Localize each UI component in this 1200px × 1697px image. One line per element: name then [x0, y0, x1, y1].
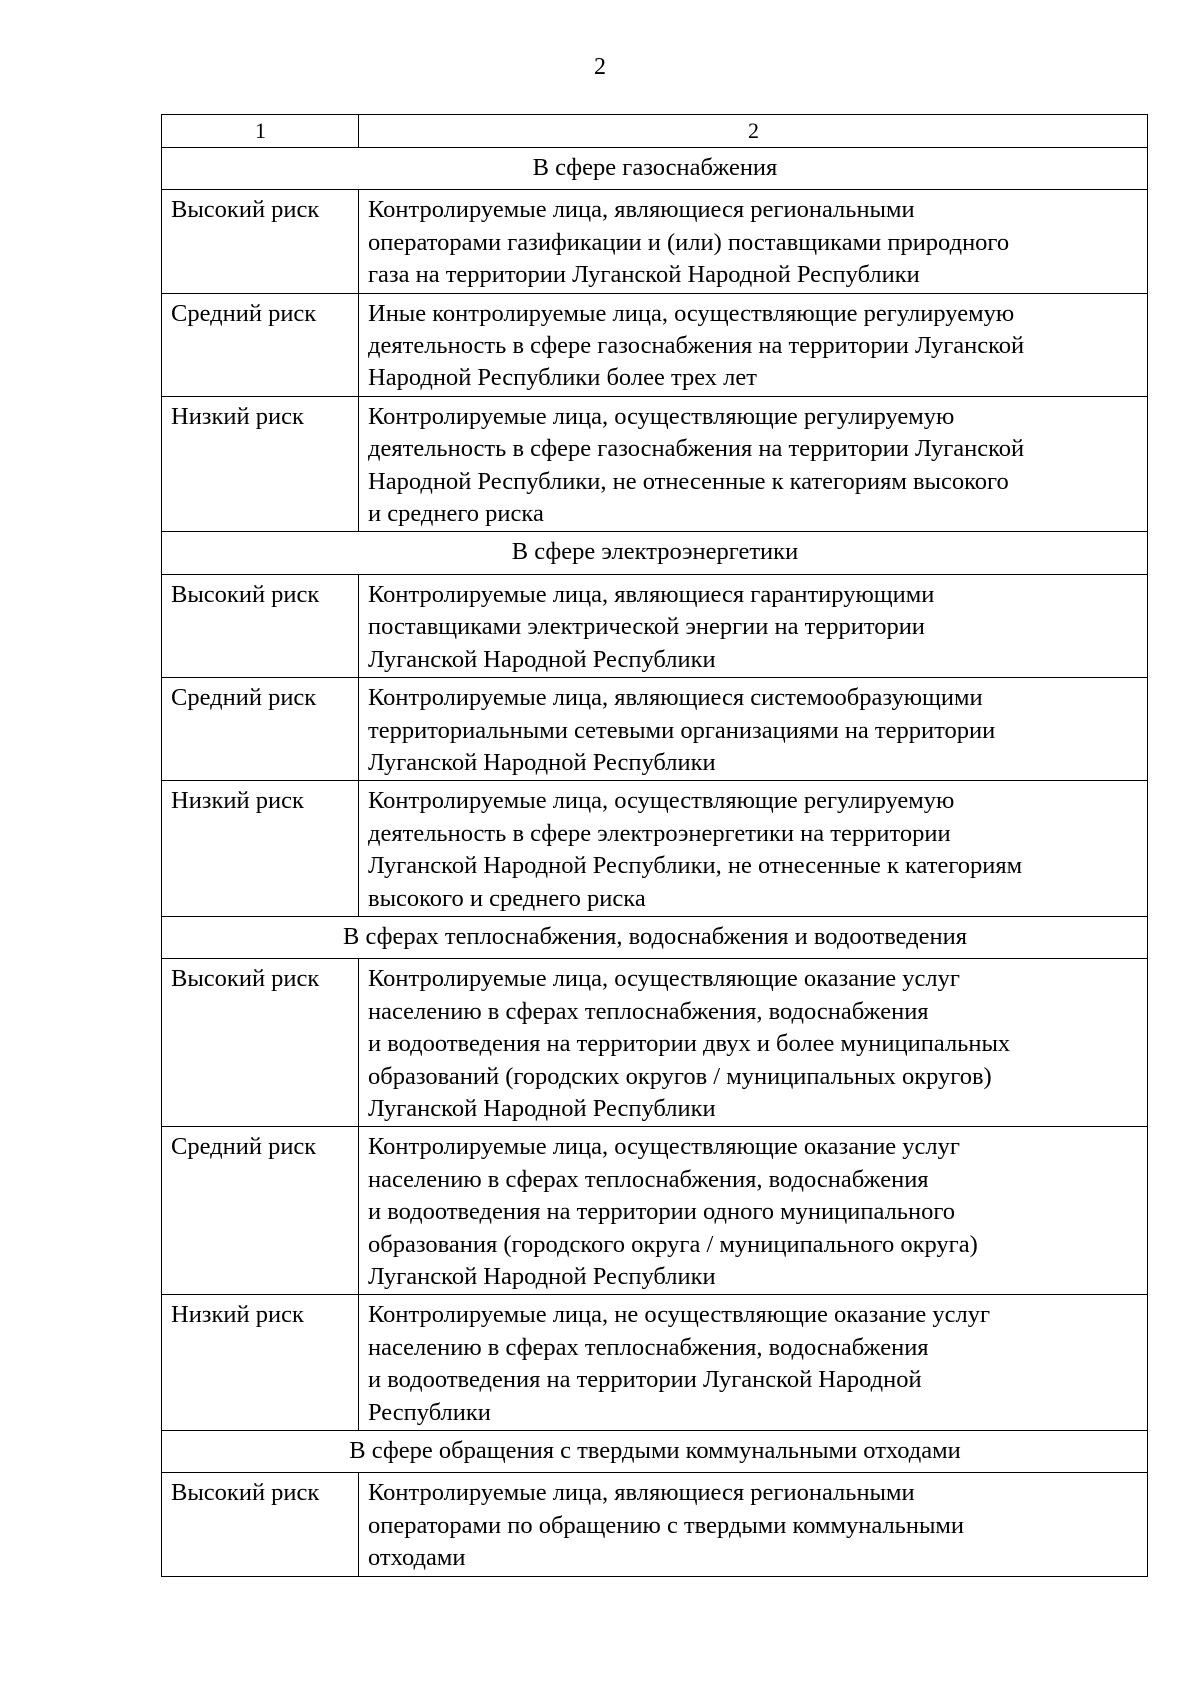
- description-line: Иные контролируемые лица, осуществляющие регулируемую: [368, 299, 1015, 327]
- risk-description-cell: [359, 396, 1148, 532]
- description-line: и водоотведения на территории одного муниципального: [368, 1198, 956, 1226]
- risk-row: [162, 678, 1148, 781]
- section-header-row: [162, 532, 1148, 574]
- risk-level-cell: Низкий риск: [162, 781, 359, 917]
- description-line: Народной Республики, не отнесенные к категориям высокого: [368, 467, 1009, 495]
- risk-description-cell: [359, 959, 1148, 1127]
- page-number: 2: [594, 54, 606, 80]
- risk-level-cell: Низкий риск: [162, 396, 359, 532]
- table-body: [162, 115, 1148, 1577]
- risk-level-cell: Высокий риск: [162, 190, 359, 293]
- risk-category-table: [161, 114, 1148, 1577]
- risk-row: [162, 574, 1148, 677]
- column-number-2: 2: [359, 115, 1148, 148]
- section-header-row: [162, 148, 1148, 190]
- risk-row: [162, 781, 1148, 917]
- description-line: Контролируемые лица, осуществляющие оказание услуг: [368, 1133, 960, 1161]
- risk-description-cell: [359, 678, 1148, 781]
- description-line: деятельность в сфере газоснабжения на территории Луганской: [368, 435, 1025, 463]
- description-line: Луганской Народной Республики, не отнесенные к категориям: [368, 852, 1023, 880]
- risk-description-cell: [359, 1473, 1148, 1576]
- description-line: операторами газификации и (или) поставщиками природного: [368, 228, 1010, 256]
- description-line: населению в сферах теплоснабжения, водоснабжения: [368, 1333, 929, 1361]
- description-line: населению в сферах теплоснабжения, водоснабжения: [368, 1165, 929, 1193]
- risk-row: [162, 1473, 1148, 1576]
- risk-row: [162, 1127, 1148, 1295]
- column-number-row: [162, 115, 1148, 148]
- description-line: и водоотведения на территории Луганской Народной: [368, 1366, 922, 1394]
- risk-level-cell: Высокий риск: [162, 959, 359, 1127]
- description-line: деятельность в сфере электроэнергетики на территории: [368, 819, 951, 847]
- description-line: Луганской Народной Республики: [368, 1263, 716, 1290]
- description-line: деятельность в сфере газоснабжения на территории Луганской: [368, 332, 1025, 360]
- risk-row: [162, 293, 1148, 396]
- description-line: Контролируемые лица, осуществляющие регулируемую: [368, 402, 955, 430]
- description-line: Контролируемые лица, не осуществляющие оказание услуг: [368, 1301, 991, 1329]
- description-line: образований (городских округов / муниципальных округов): [368, 1062, 992, 1090]
- risk-level-cell: Высокий риск: [162, 1473, 359, 1576]
- risk-description-cell: [359, 293, 1148, 396]
- section-title: В сфере обращения с твердыми коммунальными отходами: [162, 1431, 1148, 1473]
- description-line: территориальными сетевыми организациями на территории: [368, 716, 996, 744]
- risk-level-cell: Высокий риск: [162, 574, 359, 677]
- description-line: отходами: [368, 1544, 466, 1572]
- description-line: Луганской Народной Республики: [368, 748, 716, 776]
- description-line: населению в сферах теплоснабжения, водоснабжения: [368, 997, 929, 1025]
- column-number-1: 1: [162, 115, 359, 148]
- description-line: операторами по обращению с твердыми коммунальными: [368, 1511, 965, 1539]
- risk-description-cell: [359, 190, 1148, 293]
- section-header-row: [162, 916, 1148, 958]
- section-header-row: [162, 1431, 1148, 1473]
- risk-row: [162, 1295, 1148, 1431]
- risk-level-cell: Низкий риск: [162, 1295, 359, 1431]
- description-line: Контролируемые лица, являющиеся системообразующими: [368, 684, 983, 712]
- description-line: Контролируемые лица, осуществляющие регулируемую: [368, 787, 955, 815]
- risk-description-cell: [359, 1295, 1148, 1431]
- risk-row: [162, 190, 1148, 293]
- risk-level-cell: Средний риск: [162, 293, 359, 396]
- description-line: газа на территории Луганской Народной Республики: [368, 261, 920, 289]
- description-line: Контролируемые лица, являющиеся региональными: [368, 196, 915, 224]
- description-line: Контролируемые лица, осуществляющие оказание услуг: [368, 965, 960, 993]
- description-line: Республики: [368, 1398, 491, 1426]
- description-line: высокого и среднего риска: [368, 884, 646, 912]
- description-line: Контролируемые лица, являющиеся гарантирующими: [368, 580, 935, 608]
- section-title: В сферах теплоснабжения, водоснабжения и водоотведения: [162, 916, 1148, 958]
- description-line: Луганской Народной Республики: [368, 1094, 716, 1122]
- section-title: В сфере газоснабжения: [162, 148, 1148, 190]
- description-line: образования (городского округа / муниципального округа): [368, 1230, 978, 1258]
- description-line: Луганской Народной Республики: [368, 645, 716, 673]
- risk-description-cell: [359, 574, 1148, 677]
- risk-row: [162, 396, 1148, 532]
- description-line: поставщиками электрической энергии на территории: [368, 613, 925, 641]
- description-line: Народной Республики более трех лет: [368, 364, 757, 392]
- risk-row: [162, 959, 1148, 1127]
- risk-level-cell: Средний риск: [162, 678, 359, 781]
- risk-description-cell: [359, 781, 1148, 917]
- risk-description-cell: [359, 1127, 1148, 1295]
- description-line: и среднего риска: [368, 500, 544, 528]
- section-title: В сфере электроэнергетики: [162, 532, 1148, 574]
- risk-level-cell: Средний риск: [162, 1127, 359, 1295]
- description-line: и водоотведения на территории двух и более муниципальных: [368, 1030, 1011, 1058]
- description-line: Контролируемые лица, являющиеся региональными: [368, 1479, 915, 1507]
